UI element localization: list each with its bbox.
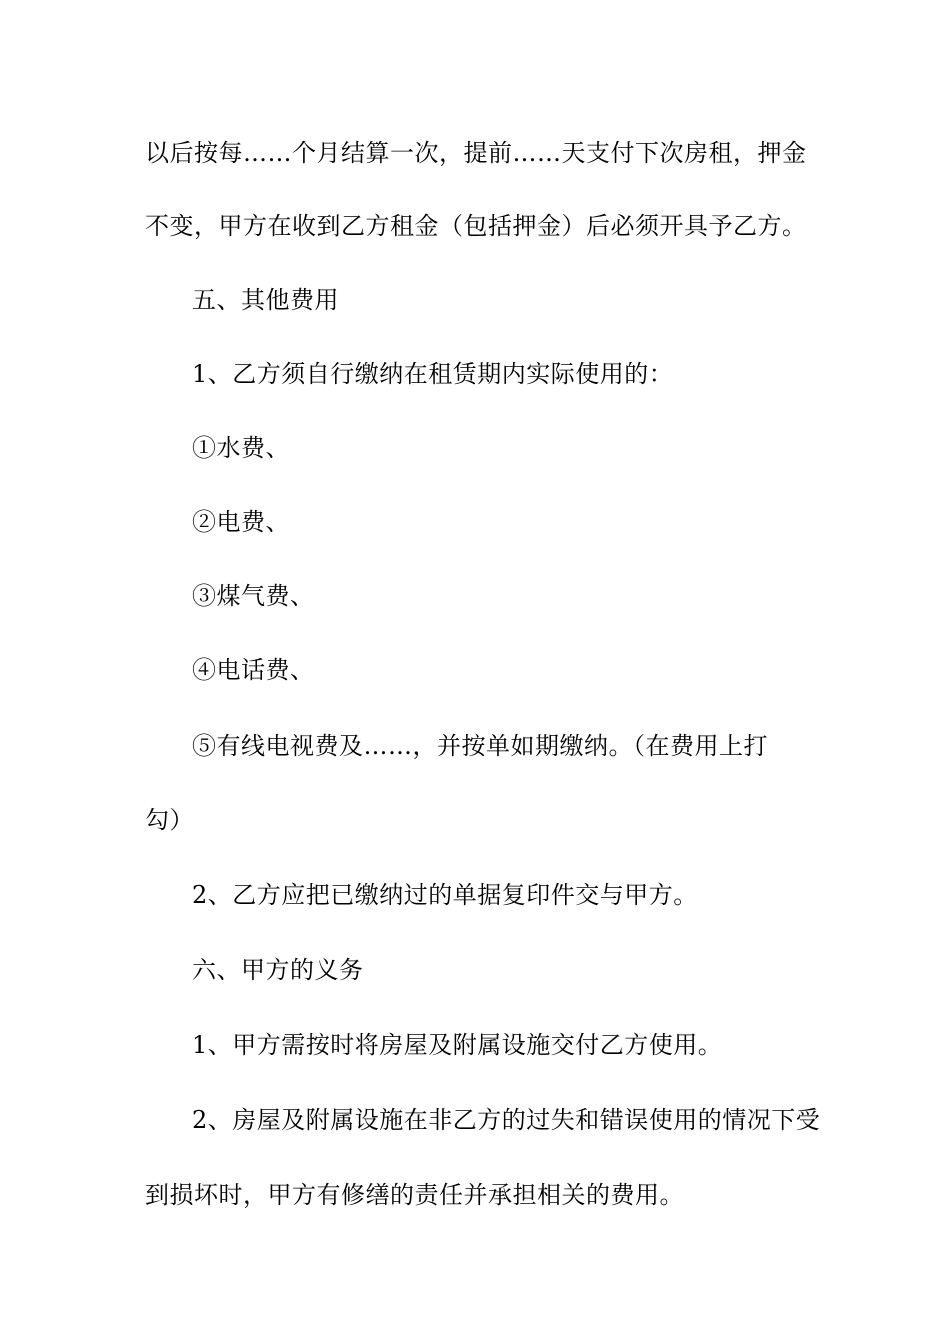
list-item: 2、乙方应把已缴纳过的单据复印件交与甲方。 (192, 881, 698, 909)
list-item: ③煤气费、 (192, 582, 315, 610)
section-heading: 六、甲方的义务 (192, 956, 364, 984)
list-item: ②电费、 (192, 508, 290, 536)
list-item: 1、乙方须自行缴纳在租赁期内实际使用的： (192, 360, 674, 388)
list-item: 1、甲方需按时将房屋及附属设施交付乙方使用。 (192, 1031, 723, 1059)
list-item: 2、房屋及附属设施在非乙方的过失和错误使用的情况下受 (192, 1106, 821, 1134)
list-item: ⑤有线电视费及……，并按单如期缴纳。（在费用上打 (192, 732, 768, 760)
list-item: ④电话费、 (192, 656, 315, 684)
paragraph-line: 不变，甲方在收到乙方租金（包括押金）后必须开具予乙方。 (145, 212, 807, 240)
paragraph-line: 以后按每……个月结算一次，提前……天支付下次房租，押金 (145, 139, 807, 167)
list-item: ①水费、 (192, 434, 290, 462)
section-heading: 五、其他费用 (192, 286, 339, 314)
paragraph-line: 到损坏时，甲方有修缮的责任并承担相关的费用。 (145, 1181, 684, 1209)
paragraph-line: 勾） (145, 806, 194, 834)
